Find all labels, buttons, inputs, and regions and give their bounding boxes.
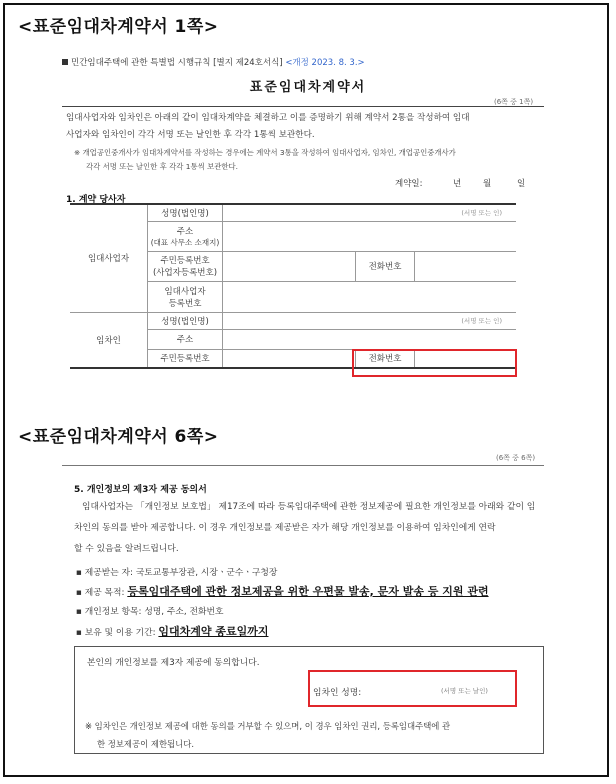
page6-divider <box>62 465 544 466</box>
tenant-regno-label: 주민등록번호 <box>148 349 223 368</box>
party-table <box>70 203 516 369</box>
items-value: 성명, 주소, 전화번호 <box>144 607 224 617</box>
landlord-phone-label: 전화번호 <box>356 251 415 281</box>
landlord-address-sub: (대표 사무소 소재지) <box>150 237 220 247</box>
landlord-regno-text: 주민등록번호 <box>160 256 210 266</box>
tenant-phone-highlight <box>352 349 517 377</box>
title-divider <box>62 106 544 107</box>
intro-line-2: 사업자와 임차인이 각각 서명 또는 날인한 후 각각 1통씩 보관한다. <box>66 130 315 140</box>
landlord-bizreg-text: 임대사업자 <box>164 286 206 297</box>
period-label: ▪ 보유 및 이용 기간: <box>76 628 156 638</box>
page1-indicator: (6쪽 중 1쪽) <box>494 98 534 106</box>
recipient-label: ▪ 제공받는 자: <box>76 568 134 578</box>
tenant-address-label: 주소 <box>148 329 223 349</box>
tenant-name-label: 임차인 성명: <box>313 688 362 698</box>
page6-heading: <표준임대차계약서 6쪽> <box>18 427 219 447</box>
landlord-regno-sub: (사업자등록번호) <box>152 268 218 278</box>
landlord-group-label: 임대사업자 <box>70 204 148 312</box>
landlord-name-label: 성명(법인명) <box>148 204 223 221</box>
note-line-2: 각각 서명 또는 날인한 후 각각 1통씩 보관한다. <box>86 162 239 171</box>
month-label: 월 <box>483 179 492 189</box>
period-value: 임대차계약 종료일까지 <box>158 625 269 638</box>
items-row <box>76 604 223 617</box>
consent-intro-line-1: 임대사업자는 「개인정보 보호법」 제17조에 따라 등록임대주택에 관한 정보제공에 필요한 개인정보를 아래와 같이 임 <box>82 502 536 512</box>
page1-heading: <표준임대차계약서 1쪽> <box>18 17 219 37</box>
landlord-bizreg-label <box>148 281 223 312</box>
document-title: 표준임대차계약서 <box>249 80 367 95</box>
sign-hint: (서명 또는 인) <box>461 317 502 325</box>
purpose-label: ▪ 제공 목적: <box>76 588 125 598</box>
day-label: 일 <box>517 179 526 189</box>
landlord-phone-field[interactable] <box>415 251 517 281</box>
intro-paragraph <box>66 110 546 144</box>
items-label: ▪ 개인정보 항목: <box>76 607 142 617</box>
tenant-regno-field[interactable] <box>223 349 356 368</box>
consent-intro-line-2: 차인의 동의를 받아 제공합니다. 이 경우 개인정보를 제공받은 자가 해당 개인정보를 이용하여 임차인에게 연락 <box>74 523 496 533</box>
tenant-group-label: 임차인 <box>70 312 148 368</box>
contract-date-label: 계약일: <box>395 179 423 189</box>
section1-title: 1. 계약 당사자 <box>66 195 126 205</box>
refusal-line-1: ※ 임차인은 개인정보 제공에 대한 동의를 거부할 수 있으며, 이 경우 임차인 권리, 등록임대주택에 관 <box>85 721 451 731</box>
section5-title: 5. 개인정보의 제3자 제공 동의서 <box>74 485 207 495</box>
landlord-address-label <box>148 221 223 251</box>
landlord-bizreg-field[interactable] <box>223 281 517 312</box>
consent-intro <box>74 497 546 560</box>
landlord-bizreg-sub: 등록번호 <box>168 298 202 309</box>
page6-indicator: (6쪽 중 6쪽) <box>496 454 536 462</box>
landlord-regno-field[interactable] <box>223 251 356 281</box>
tenant-phone-label: 전화번호 <box>356 349 415 368</box>
landlord-name-field[interactable] <box>223 204 517 221</box>
sign-hint: (서명 또는 인) <box>461 209 502 218</box>
consent-intro-line-3: 할 수 있음을 알려드립니다. <box>74 544 179 554</box>
consent-statement: 본인의 개인정보를 제3자 제공에 동의합니다. <box>87 658 260 668</box>
period-row <box>76 623 269 639</box>
contract-date <box>395 177 535 189</box>
intro-line-1: 임대사업자와 임차인은 아래의 같이 임대차계약을 체결하고 이를 증명하기 위해 계약서 2통을 작성하여 임대 <box>66 113 470 123</box>
purpose-row <box>76 583 489 599</box>
refusal-note <box>85 717 535 753</box>
recipient-row <box>76 565 277 578</box>
revision-date: <개정 2023. 8. 3.> <box>285 58 365 68</box>
legal-basis-text: 민간임대주택에 관한 특별법 시행규칙 [별지 제24호서식] <box>71 58 283 68</box>
tenant-name-field[interactable] <box>223 312 517 329</box>
square-bullet-icon <box>62 59 68 65</box>
broker-note <box>74 146 544 174</box>
tenant-address-field[interactable] <box>223 329 517 349</box>
landlord-regno-label <box>148 251 223 281</box>
year-label: 년 <box>453 179 462 189</box>
recipient-value: 국토교통부장관, 시장ㆍ군수ㆍ구청장 <box>135 568 278 578</box>
landlord-address-field[interactable] <box>223 221 517 251</box>
tenant-name-label: 성명(법인명) <box>148 312 223 329</box>
refusal-line-2: 한 정보제공이 제한됩니다. <box>97 739 194 749</box>
purpose-value: 등록임대주택에 관한 정보제공을 위한 우편물 발송, 문자 발송 등 지원 관련 <box>127 585 489 598</box>
note-line-1: ※ 개업공인중개사가 임대차계약서를 작성하는 경우에는 계약서 3통을 작성하여 임대사업자, 임차인, 개업공인중개사가 <box>74 148 456 157</box>
landlord-address-text: 주소 <box>176 226 194 237</box>
tenant-signature-highlight[interactable] <box>308 670 517 707</box>
legal-basis <box>62 56 365 68</box>
sign-or-seal-hint: (서명 또는 날인) <box>441 687 488 695</box>
